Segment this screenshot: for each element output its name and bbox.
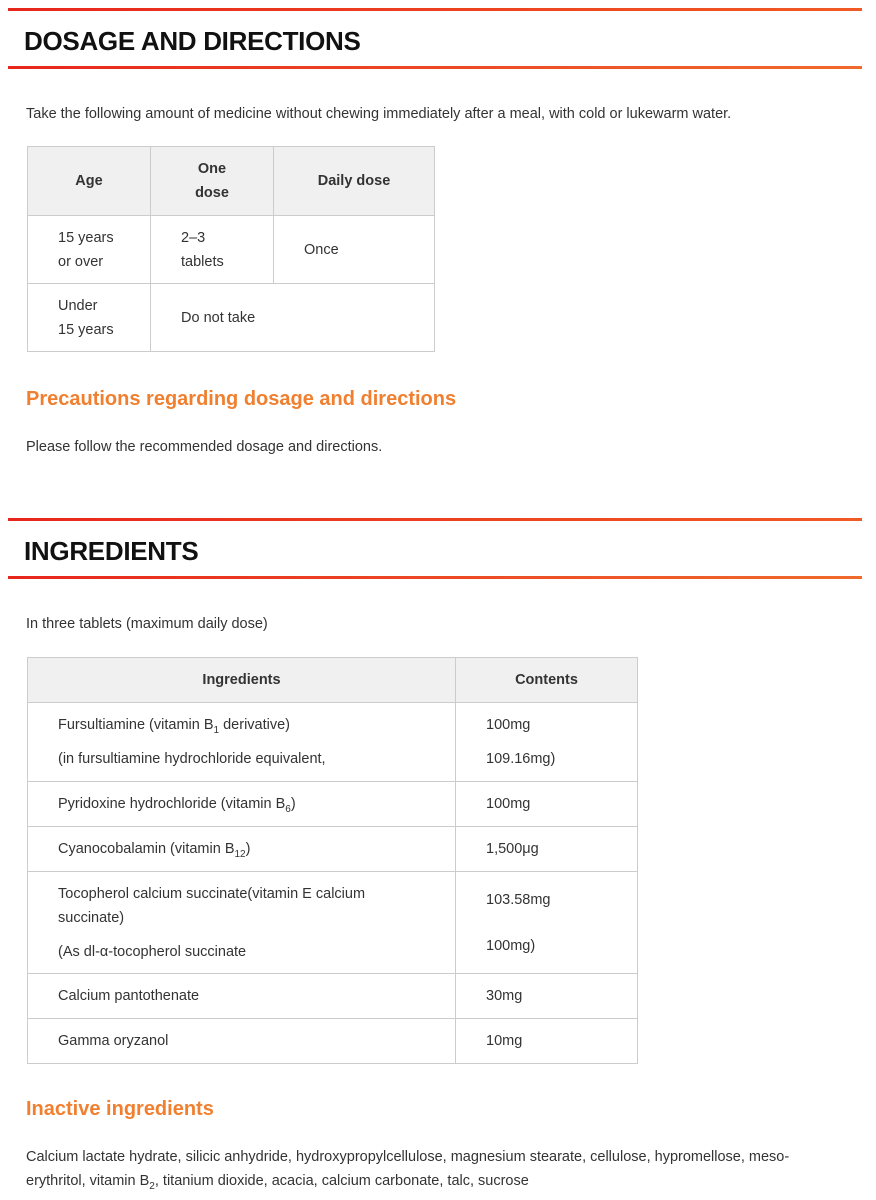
table-row xyxy=(28,827,638,872)
table-row xyxy=(28,1019,638,1064)
cell-contents: 103.58mg 100mg) xyxy=(456,872,638,974)
table-row xyxy=(28,703,638,782)
cell-contents: 10mg xyxy=(456,1019,638,1064)
ingredients-heading: INGREDIENTS xyxy=(24,536,199,566)
section-divider-bottom xyxy=(8,576,862,579)
dosage-table xyxy=(27,146,435,352)
cell-ingredient: Gamma oryzanol xyxy=(28,1019,456,1064)
cell-daily-dose: Once xyxy=(274,216,435,284)
inactive-ingredients-text: Calcium lactate hydrate, silicic anhydride, hydroxypropylcellulose, magnesium stearate, cellulose, hypromellose, meso- erythritol, vitamin $B_2$, titanium dioxide, acacia, calcium carbonate, talc, sucrose xyxy=(26,1149,790,1192)
precautions-text: Please follow the recommended dosage and directions. xyxy=(26,439,383,455)
cell-ingredient: Cyanocobalamin (vitamin $B_{12}$) xyxy=(28,827,456,872)
table-header-row xyxy=(28,658,638,703)
header-age: Age xyxy=(28,147,151,216)
cell-ingredient: Tocopherol calcium succinate(vitamin E calcium succinate) (As dl-α-tocopherol succinate xyxy=(28,872,456,974)
header-contents: Contents xyxy=(456,658,638,703)
cell-do-not-take: Do not take xyxy=(151,284,435,352)
cell-age: 15 years or over xyxy=(28,216,151,284)
section-divider-bottom xyxy=(8,66,862,69)
section-divider-top xyxy=(8,8,862,11)
table-header-row xyxy=(28,147,435,216)
header-daily-dose: Daily dose xyxy=(274,147,435,216)
table-row xyxy=(28,974,638,1019)
precautions-heading: Precautions regarding dosage and directions xyxy=(26,388,457,410)
cell-contents: 1,500μg xyxy=(456,827,638,872)
ingredients-intro: In three tablets (maximum daily dose) xyxy=(26,616,268,632)
table-row xyxy=(28,284,435,352)
header-ingredients: Ingredients xyxy=(28,658,456,703)
cell-ingredient: Pyridoxine hydrochloride (vitamin $B_6$) xyxy=(28,782,456,827)
dosage-intro: Take the following amount of medicine without chewing immediately after a meal, with cold or lukewarm water. xyxy=(26,106,732,122)
table-row xyxy=(28,782,638,827)
cell-age: Under 15 years xyxy=(28,284,151,352)
cell-one-dose: 2–3 tablets xyxy=(151,216,274,284)
inactive-ingredients-heading: Inactive ingredients xyxy=(26,1098,214,1120)
cell-ingredient: Calcium pantothenate xyxy=(28,974,456,1019)
table-row xyxy=(28,872,638,974)
table-row xyxy=(28,216,435,284)
dosage-heading: DOSAGE AND DIRECTIONS xyxy=(24,26,361,56)
cell-ingredient: Fursultiamine (vitamin $B_1$ derivative) (in fursultiamine hydrochloride equivalent, xyxy=(28,703,456,782)
ingredients-table xyxy=(27,657,638,1064)
cell-contents: 30mg xyxy=(456,974,638,1019)
section-divider-top xyxy=(8,518,862,521)
header-one-dose: One dose xyxy=(151,147,274,216)
cell-contents: 100mg xyxy=(456,782,638,827)
cell-contents: 100mg 109.16mg) xyxy=(456,703,638,782)
